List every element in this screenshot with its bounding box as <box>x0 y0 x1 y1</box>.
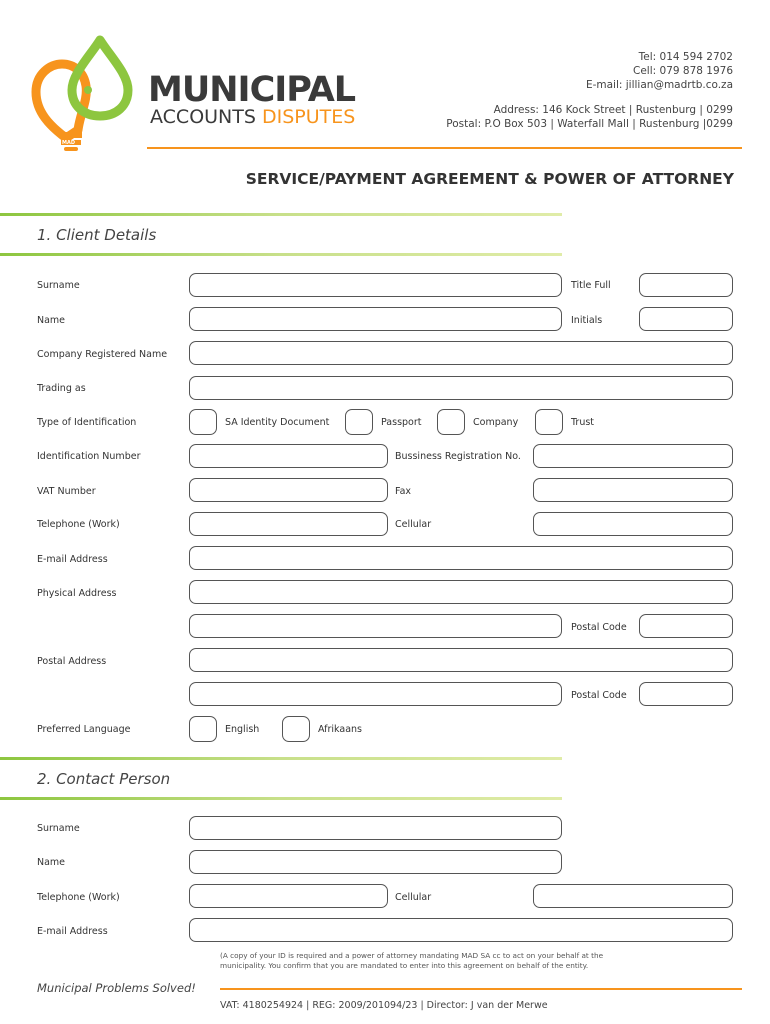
vat-number-field[interactable] <box>189 478 388 502</box>
business-reg-label: Bussiness Registration No. <box>395 451 521 462</box>
contact-name-field[interactable] <box>189 850 562 874</box>
disclaimer-line-2: municipality. You confirm that you are mandated to enter into this agreement on behalf of the entity. <box>220 961 589 970</box>
trading-as-label: Trading as <box>37 383 86 394</box>
contact-name-label: Name <box>37 857 66 868</box>
section1-top-bar <box>0 213 562 216</box>
sa-id-checkbox[interactable] <box>189 409 217 435</box>
address-block <box>446 103 733 131</box>
english-option-label: English <box>225 724 260 735</box>
contact-cellular-label: Cellular <box>395 892 432 903</box>
postal-code-2-field[interactable] <box>639 682 733 706</box>
contact-postal: Postal: P.O Box 503 | Waterfall Mall | Rustenburg |0299 <box>446 118 733 130</box>
telephone-work-label: Telephone (Work) <box>37 519 120 530</box>
contact-email-field[interactable] <box>189 918 733 942</box>
afrikaans-option-label: Afrikaans <box>318 724 362 735</box>
contact-address: Address: 146 Kock Street | Rustenburg | 0299 <box>493 104 733 116</box>
logo-disputes: DISPUTES <box>262 106 356 128</box>
initials-label: Initials <box>571 315 603 326</box>
section1-bottom-bar <box>0 253 562 256</box>
telephone-work-field[interactable] <box>189 512 388 536</box>
contact-telephone-label: Telephone (Work) <box>37 892 120 903</box>
disclaimer <box>220 951 603 971</box>
passport-option-label: Passport <box>381 417 422 428</box>
preferred-language-label: Preferred Language <box>37 724 131 735</box>
postal-code-label: Postal Code <box>571 622 627 633</box>
postal-code-2-label: Postal Code <box>571 690 627 701</box>
page-title: SERVICE/PAYMENT AGREEMENT & POWER OF ATTORNEY <box>245 170 734 188</box>
company-checkbox[interactable] <box>437 409 465 435</box>
sa-id-option-label: SA Identity Document <box>225 417 330 428</box>
disclaimer-line-1: (A copy of your ID is required and a power of attorney mandating MAD SA cc to act on your behalf at the <box>220 951 604 960</box>
postal-address-label: Postal Address <box>37 656 107 667</box>
bulb-drop-icon <box>30 34 140 154</box>
company-name-label: Company Registered Name <box>37 349 168 360</box>
fax-label: Fax <box>395 486 412 497</box>
footer-rule <box>220 988 742 990</box>
email-label: E-mail Address <box>37 554 108 565</box>
fax-field[interactable] <box>533 478 733 502</box>
contact-cell: Cell: 079 878 1976 <box>633 65 733 77</box>
contact-tel: Tel: 014 594 2702 <box>638 51 733 63</box>
logo-accounts: ACCOUNTS <box>150 106 256 128</box>
cellular-field[interactable] <box>533 512 733 536</box>
contact-surname-field[interactable] <box>189 816 562 840</box>
surname-label: Surname <box>37 280 80 291</box>
section1-heading: 1. Client Details <box>37 226 157 244</box>
physical-address-field-2[interactable] <box>189 614 562 638</box>
surname-field[interactable] <box>189 273 562 297</box>
trust-checkbox[interactable] <box>535 409 563 435</box>
email-field[interactable] <box>189 546 733 570</box>
name-label: Name <box>37 315 66 326</box>
footer-company-info: VAT: 4180254924 | REG: 2009/201094/23 | Director: J van der Merwe <box>220 1000 548 1011</box>
logo <box>30 34 390 154</box>
business-reg-field[interactable] <box>533 444 733 468</box>
vat-number-label: VAT Number <box>37 486 96 497</box>
section2-bottom-bar <box>0 797 562 800</box>
logo-sub-text <box>150 106 355 128</box>
contact-block <box>586 50 733 92</box>
postal-address-field-1[interactable] <box>189 648 733 672</box>
physical-address-field-1[interactable] <box>189 580 733 604</box>
cellular-label: Cellular <box>395 519 432 530</box>
company-option-label: Company <box>473 417 519 428</box>
logo-main-text: MUNICIPAL <box>148 70 356 110</box>
contact-email: E-mail: jillian@madrtb.co.za <box>585 79 733 91</box>
afrikaans-checkbox[interactable] <box>282 716 310 742</box>
logo-badge: MAD <box>62 140 75 146</box>
passport-checkbox[interactable] <box>345 409 373 435</box>
trust-option-label: Trust <box>571 417 595 428</box>
contact-telephone-field[interactable] <box>189 884 388 908</box>
postal-code-field[interactable] <box>639 614 733 638</box>
trading-as-field[interactable] <box>189 376 733 400</box>
english-checkbox[interactable] <box>189 716 217 742</box>
id-number-field[interactable] <box>189 444 388 468</box>
section2-heading: 2. Contact Person <box>37 770 171 788</box>
section2-top-bar <box>0 757 562 760</box>
title-full-label: Title Full <box>571 280 611 291</box>
contact-email-label: E-mail Address <box>37 926 108 937</box>
initials-field[interactable] <box>639 307 733 331</box>
company-name-field[interactable] <box>189 341 733 365</box>
physical-address-label: Physical Address <box>37 588 117 599</box>
footer-slogan: Municipal Problems Solved! <box>37 981 196 995</box>
id-type-label: Type of Identification <box>37 417 137 428</box>
name-field[interactable] <box>189 307 562 331</box>
postal-address-field-2[interactable] <box>189 682 562 706</box>
contact-surname-label: Surname <box>37 823 80 834</box>
header-rule <box>147 147 742 149</box>
id-number-label: Identification Number <box>37 451 141 462</box>
title-full-field[interactable] <box>639 273 733 297</box>
contact-cellular-field[interactable] <box>533 884 733 908</box>
